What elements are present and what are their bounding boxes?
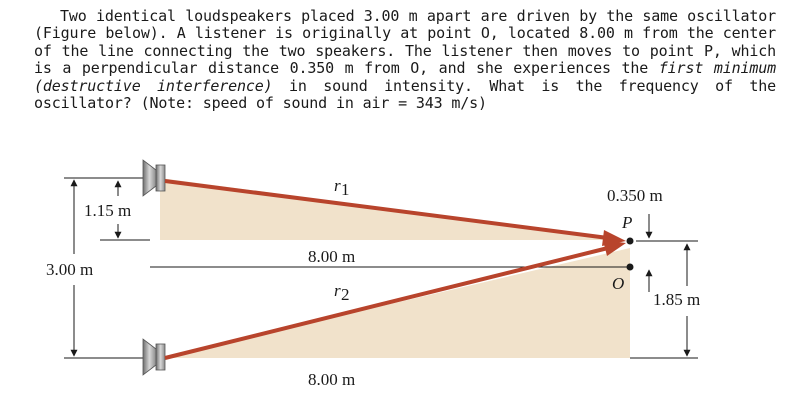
r1-label: r bbox=[334, 176, 341, 195]
r2-subscript: 2 bbox=[341, 285, 350, 304]
top-distance-label: 8.00 m bbox=[308, 247, 356, 266]
point-o-label: O bbox=[612, 274, 625, 293]
r2-label: r bbox=[334, 281, 341, 300]
po-distance-label: 0.350 m bbox=[607, 186, 663, 205]
upper-offset-label: 1.15 m bbox=[84, 201, 132, 220]
problem-text-part-2: in sound intensity. What is the frequency of the oscillator? (Note: speed of sound in air = 343 m/s) bbox=[34, 76, 776, 113]
point-p-marker bbox=[627, 238, 634, 245]
problem-emphasis: first minimum (destructive interference) bbox=[34, 59, 776, 95]
separation-label: 3.00 m bbox=[46, 260, 94, 279]
bottom-distance-label: 8.00 m bbox=[308, 370, 356, 389]
problem-text-part-1: Two identical loudspeakers placed 3.00 m apart are driven by the same oscillator (Figure below). A listener is originally at point O, located 8.00 m from the center of the line connecting the two speakers. The listener then moves to point P, which is a perpendicular distance 0.350 m from O, and she experiences the bbox=[34, 7, 776, 78]
top-speaker-icon bbox=[143, 160, 165, 196]
r1-subscript: 1 bbox=[341, 180, 350, 199]
point-o-marker bbox=[627, 264, 634, 271]
bottom-speaker-icon bbox=[143, 339, 165, 375]
lower-offset-label: 1.85 m bbox=[653, 290, 701, 309]
point-p-label: P bbox=[622, 213, 633, 232]
